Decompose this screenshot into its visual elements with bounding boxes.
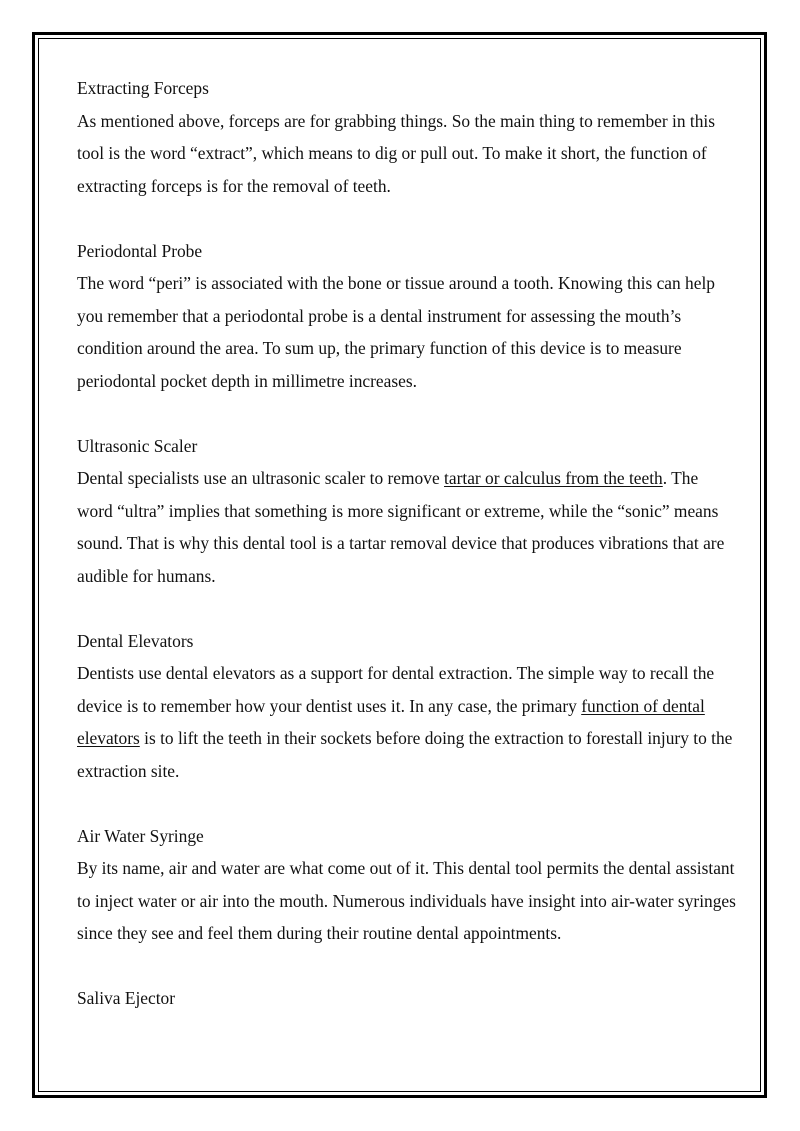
section-saliva-ejector bbox=[77, 982, 737, 1015]
paragraph-text: is to lift the teeth in their sockets before doing the extraction to forestall injury to the extraction site. bbox=[77, 728, 733, 781]
section-periodontal-probe bbox=[77, 235, 737, 398]
section-heading: Ultrasonic Scaler bbox=[77, 435, 198, 456]
section-ultrasonic-scaler bbox=[77, 430, 737, 593]
section-paragraph bbox=[77, 657, 737, 787]
section-paragraph: The word “peri” is associated with the bone or tissue around a tooth. Knowing this can help you remember that a periodontal probe is a dental instrument for assessing the mouth’s condition around the area. To sum up, the primary function of this device is to measure periodontal pocket depth in millimetre increases. bbox=[77, 273, 715, 391]
section-paragraph bbox=[77, 462, 737, 592]
tartar-calculus-link[interactable]: tartar or calculus from the teeth bbox=[444, 468, 663, 488]
paragraph-text: . The word “ultra” implies that something is more significant or extreme, while the “sonic” means sound. That is why this dental tool is a tartar removal device that produces vibrations that are audible for humans. bbox=[77, 468, 725, 586]
section-heading: Periodontal Probe bbox=[77, 240, 203, 261]
section-paragraph: As mentioned above, forceps are for grabbing things. So the main thing to remember in this tool is the word “extract”, which means to dig or pull out. To make it short, the function of extracting forceps is for the removal of teeth. bbox=[77, 110, 715, 196]
section-paragraph: By its name, air and water are what come out of it. This dental tool permits the dental assistant to inject water or air into the mouth. Numerous individuals have insight into air-water syringes since they see and feel them during their routine dental appointments. bbox=[77, 858, 736, 943]
section-heading: Saliva Ejector bbox=[77, 988, 176, 1008]
section-air-water-syringe bbox=[77, 820, 737, 950]
section-heading: Extracting Forceps bbox=[77, 78, 209, 98]
document-body bbox=[77, 72, 737, 1047]
dental-elevators-function-link[interactable]: function of dental elevators bbox=[77, 695, 705, 748]
section-heading: Air Water Syringe bbox=[77, 825, 204, 846]
paragraph-text: Dental specialists use an ultrasonic scaler to remove bbox=[77, 468, 445, 488]
section-extracting-forceps bbox=[77, 72, 737, 202]
paragraph-text: Dentists use dental elevators as a support for dental extraction. The simple way to recall the device is to remember how your dentist uses it. In any case, the primary bbox=[77, 663, 715, 716]
section-dental-elevators bbox=[77, 625, 737, 788]
section-heading: Dental Elevators bbox=[77, 630, 194, 651]
